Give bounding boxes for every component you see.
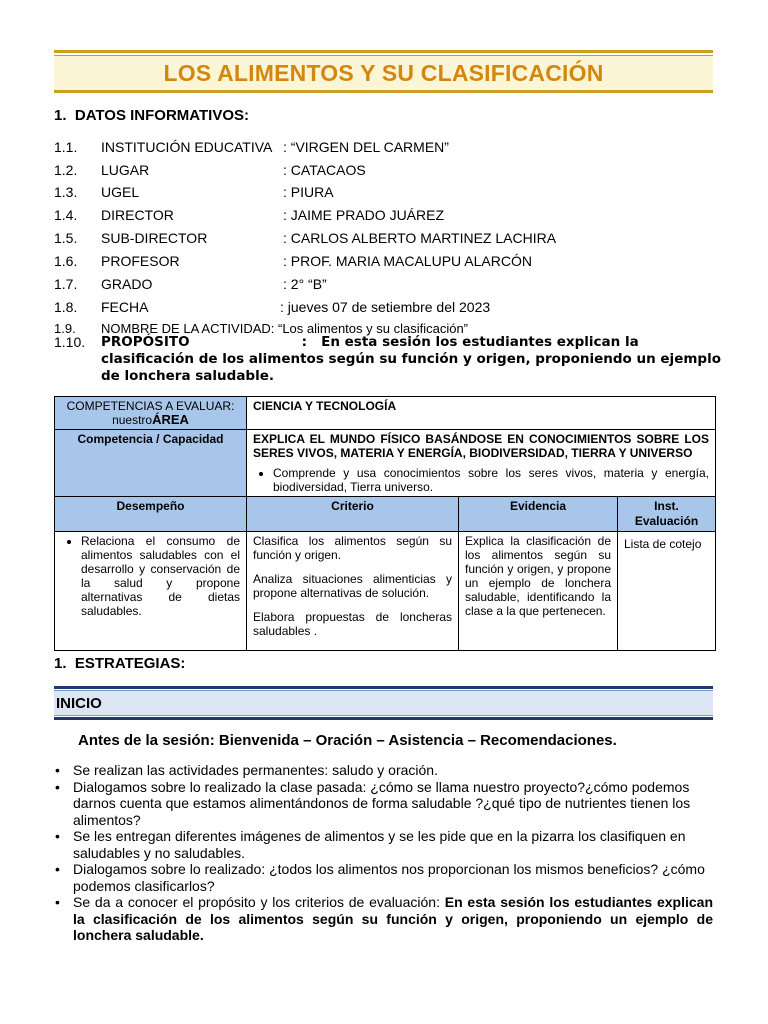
area-value: CIENCIA Y TECNOLOGÍA	[247, 397, 716, 430]
inicio-bullet-list	[54, 762, 713, 944]
info-value: : “Los alimentos y su clasificación”	[270, 321, 469, 336]
proposito-label: PROPÓSITO	[101, 334, 190, 350]
section-heading-datos	[54, 107, 249, 124]
bullet-text: Se realizan las actividades permanentes: saludo y oración.	[73, 762, 438, 778]
info-value: : PIURA	[283, 184, 334, 200]
bullet-text: Se da a conocer el propósito y los criterios de evaluación:	[73, 894, 445, 910]
header-evidencia: Evidencia	[459, 497, 618, 532]
inicio-rule-thin-bottom	[54, 715, 713, 716]
cc-label: Competencia / Capacidad	[55, 430, 247, 497]
info-number: 1.6.	[54, 253, 78, 269]
bullet-dot: •	[55, 778, 60, 795]
proposito-text	[101, 334, 721, 385]
bullet-dot: •	[55, 828, 60, 844]
instrumento-text: Lista de cotejo	[618, 532, 716, 651]
criterio-item: Analiza situaciones alimenticias y propone alternativas de solución.	[253, 572, 452, 600]
page-title: LOS ALIMENTOS Y SU CLASIFICACIÓN	[54, 56, 713, 90]
info-label: PROFESOR	[101, 253, 180, 269]
proposito-content: En esta sesión los estudiantes explican la clasificación de los alimentos según su función y origen, proponiendo un ejemplo de lonchera saludable.	[101, 334, 721, 384]
desempeno-list	[61, 534, 240, 618]
info-number: 1.5.	[54, 230, 78, 246]
inicio-bullet	[54, 894, 713, 944]
info-value: : CARLOS ALBERTO MARTINEZ LACHIRA	[283, 230, 557, 246]
desempeno-item: • Relaciona el consumo de alimentos saludables con el desarrollo y conservación de la salud y propone alternativas de dietas saludables.	[81, 534, 240, 618]
title-rule-bottom	[54, 90, 713, 93]
info-label: LUGAR	[101, 162, 150, 178]
competencia-cell	[247, 430, 716, 497]
bullet-text: Dialogamos sobre lo realizado: ¿todos los alimentos nos proporcionan los mismos beneficios? ¿cómo podemos clasificarlos?	[73, 861, 705, 894]
inicio-bullet	[54, 762, 713, 779]
info-label: DIRECTOR	[101, 207, 174, 223]
bullet-text: Dialogamos sobre lo realizado la clase pasada: ¿cómo se llama nuestro proyecto?¿cómo podemos darnos cuenta que estamos alimentándonos de forma saludable ?¿qué tipo de nutrientes tienen los alimentos?	[73, 778, 691, 828]
info-number: 1.3.	[54, 184, 78, 200]
bullet-dot: •	[55, 894, 60, 910]
info-number: 1.4.	[54, 207, 78, 223]
inicio-bullet	[54, 828, 713, 861]
desempeno-cell	[55, 532, 247, 651]
bullet-dot: •	[55, 861, 60, 877]
proposito-sep: :	[301, 334, 307, 350]
info-number: 1.1.	[54, 139, 78, 155]
criterio-item: Elabora propuestas de loncheras saludables .	[253, 610, 452, 638]
info-value: : “VIRGEN DEL CARMEN”	[283, 139, 449, 155]
info-number: 1.9.	[54, 321, 76, 336]
info-value: : 2° “B”	[283, 276, 327, 292]
inicio-rule-bottom	[54, 717, 713, 720]
capacidad-list	[253, 466, 709, 494]
competencias-label-cell	[55, 397, 247, 430]
section-number: 1.	[54, 107, 67, 124]
section-title: ESTRATEGIAS:	[74, 655, 186, 672]
inicio-heading: INICIO	[54, 691, 713, 715]
info-number: 1.7.	[54, 276, 78, 292]
info-label: UGEL	[101, 184, 140, 200]
info-value: : JAIME PRADO JUÁREZ	[283, 207, 445, 223]
header-desempeno: Desempeño	[55, 497, 247, 532]
criterios-cell	[247, 532, 459, 651]
proposito-number: 1.10.	[54, 334, 86, 350]
inicio-banner	[54, 686, 713, 720]
info-label: NOMBRE DE LA ACTIVIDAD	[101, 321, 271, 336]
info-value: : CATACAOS	[283, 162, 366, 178]
info-label: GRADO	[101, 276, 153, 292]
title-rule	[54, 50, 713, 53]
area-label: ÁREA	[152, 412, 189, 427]
capacidad-item: • Comprende y usa conocimientos sobre los seres vivos, materia y energía, biodiversidad, Tierra universo.	[273, 466, 709, 494]
info-label: SUB-DIRECTOR	[101, 230, 208, 246]
competencias-table	[54, 396, 716, 651]
inicio-rule	[54, 686, 713, 689]
info-label: INSTITUCIÓN EDUCATIVA	[101, 139, 273, 155]
header-criterio: Criterio	[247, 497, 459, 532]
section-title: DATOS INFORMATIVOS:	[74, 107, 250, 124]
header-instrumento: Inst. Evaluación	[618, 497, 716, 532]
info-number: 1.2.	[54, 162, 78, 178]
competencias-label: COMPETENCIAS A EVALUAR: nuestro	[66, 399, 235, 427]
bullet-bold-text: En esta sesión los estudiantes explican la clasificación de los alimentos según su función y origen, proponiendo un ejemplo de lonchera saludable.	[73, 894, 714, 943]
bullet-dot: •	[55, 762, 60, 778]
title-banner	[54, 50, 713, 93]
info-value: : PROF. MARIA MACALUPU ALARCÓN	[283, 253, 532, 269]
info-value: : jueves 07 de setiembre del 2023	[280, 299, 491, 315]
competencia-text: EXPLICA EL MUNDO FÍSICO BASÁNDOSE EN CONOCIMIENTOS SOBRE LOS SERES VIVOS, MATERIA Y ENERGÍA, BIODIVERSIDAD, TIERRA Y UNIVERSO	[253, 432, 709, 460]
criterio-item: Clasifica los alimentos según su función y origen.	[253, 534, 452, 562]
info-number: 1.8.	[54, 299, 78, 315]
section-number: 1.	[54, 655, 67, 672]
inicio-bullet	[54, 861, 713, 894]
inicio-bullet	[54, 779, 713, 829]
bullet-text: Se les entregan diferentes imágenes de alimentos y se les pide que en la pizarra los clasifiquen en saludables y no saludables.	[73, 828, 686, 861]
section-heading-estrategias	[54, 655, 185, 672]
evidencia-text: Explica la clasificación de los alimentos según su función y origen, y propone un ejemplo de lonchera saludable, identificando la clase a la que pertenecen.	[459, 532, 618, 651]
info-label: FECHA	[101, 299, 149, 315]
antes-sesion: Antes de la sesión: Bienvenida – Oración – Asistencia – Recomendaciones.	[78, 732, 617, 749]
